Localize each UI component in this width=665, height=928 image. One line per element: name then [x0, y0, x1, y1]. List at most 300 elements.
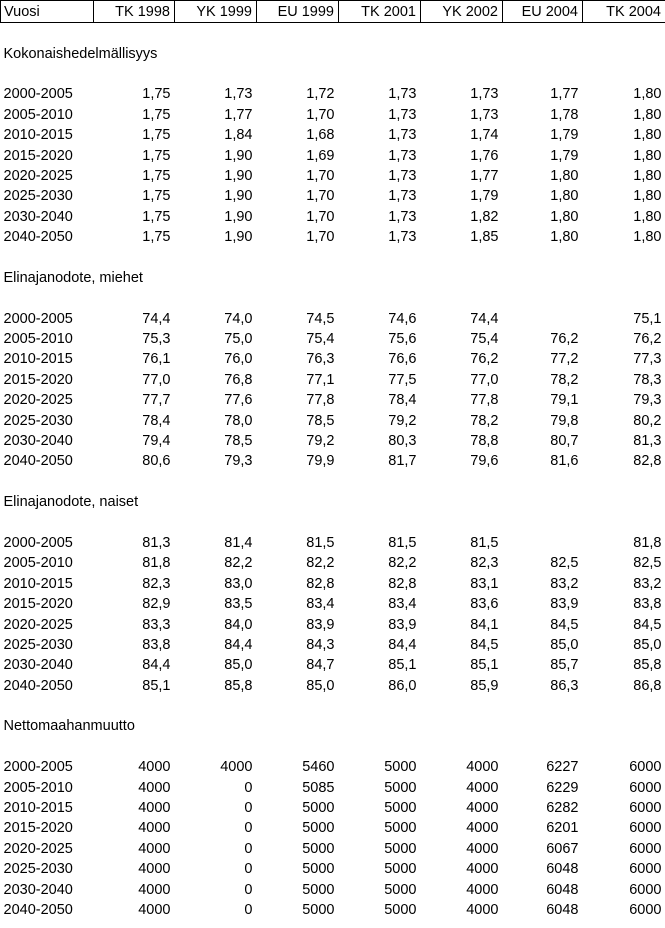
- cell-vuosi: 2030-2040: [3, 208, 73, 225]
- cell-eu-1999: 75,4: [306, 331, 335, 348]
- cell-tk-2001: 1,73: [388, 147, 417, 164]
- cell-yk-2002: 1,79: [470, 188, 499, 205]
- cell-tk-2001: 1,73: [388, 229, 417, 246]
- spacer-row: [1, 737, 665, 757]
- table-row: [1, 451, 665, 471]
- cell-eu-2004: 85,0: [550, 636, 579, 653]
- section-title-row: [1, 716, 665, 736]
- cell-yk-1999: 1,90: [224, 167, 253, 184]
- cell-vuosi: 2005-2010: [3, 779, 73, 796]
- cell-yk-1999: 85,0: [224, 657, 253, 674]
- cell-tk-2001: 1,73: [388, 188, 417, 205]
- cell-vuosi: 2000-2005: [3, 310, 73, 327]
- cell-tk-1998: 4000: [138, 901, 171, 918]
- cell-eu-2004: 6048: [546, 881, 579, 898]
- cell-eu-2004: 1,77: [550, 86, 579, 103]
- cell-eu-2004: 1,79: [550, 127, 579, 144]
- column-header-tk-2004: TK 2004: [583, 1, 665, 23]
- table-row: [1, 431, 665, 451]
- cell-eu-1999: 1,69: [306, 147, 335, 164]
- section-title-row: [1, 268, 665, 288]
- cell-yk-1999: 79,3: [224, 453, 253, 470]
- spacer-row: [1, 247, 665, 267]
- cell-eu-2004: 83,9: [550, 596, 579, 613]
- spacer-cell: [1, 288, 665, 308]
- cell-eu-2004: 6201: [546, 820, 579, 837]
- cell-tk-2004: 77,3: [633, 351, 662, 368]
- cell-eu-2004: 1,80: [550, 229, 579, 246]
- cell-eu-1999: 84,7: [306, 657, 335, 674]
- cell-vuosi: 2025-2030: [3, 861, 73, 878]
- cell-tk-1998: 82,9: [142, 596, 171, 613]
- cell-eu-1999: 1,70: [306, 106, 335, 123]
- column-header-tk-2001: TK 2001: [339, 1, 421, 23]
- cell-tk-1998: 81,3: [142, 534, 171, 551]
- cell-tk-2001: 74,6: [388, 310, 417, 327]
- table-row: [1, 553, 665, 573]
- cell-yk-2002: 78,8: [470, 433, 499, 449]
- cell-yk-1999: 1,84: [224, 127, 253, 144]
- spacer-cell: [1, 247, 665, 267]
- cell-yk-2002: 1,82: [470, 208, 499, 225]
- cell-eu-1999: 74,5: [306, 310, 335, 327]
- cell-eu-2004: 79,1: [550, 392, 579, 409]
- cell-tk-2004: 6000: [629, 840, 662, 857]
- cell-vuosi: 2015-2020: [3, 147, 73, 164]
- cell-tk-1998: 79,4: [142, 433, 171, 449]
- cell-vuosi: 2040-2050: [3, 229, 73, 246]
- table-row: [1, 227, 665, 247]
- cell-eu-2004: 76,2: [550, 331, 579, 348]
- cell-eu-1999: 1,70: [306, 229, 335, 246]
- cell-tk-2004: 85,8: [633, 657, 662, 674]
- cell-eu-2004: 6048: [546, 901, 579, 918]
- section-title: Nettomaahanmuutto: [3, 718, 135, 735]
- cell-yk-2002: 78,2: [470, 412, 499, 429]
- cell-yk-2002: 75,4: [470, 331, 499, 348]
- header-row: [1, 1, 665, 23]
- cell-yk-2002: 77,8: [470, 392, 499, 409]
- table-row: [1, 818, 665, 838]
- cell-eu-2004: 6282: [546, 800, 579, 817]
- cell-yk-2002: 1,77: [470, 167, 499, 184]
- cell-eu-2004: 1,80: [550, 167, 579, 184]
- cell-yk-2002: 84,1: [470, 616, 499, 633]
- cell-yk-1999: 1,90: [224, 208, 253, 225]
- cell-tk-2001: 79,2: [388, 412, 417, 429]
- cell-yk-1999: 84,0: [224, 616, 253, 633]
- cell-yk-2002: 82,3: [470, 555, 499, 572]
- spacer-row: [1, 696, 665, 716]
- cell-vuosi: 2040-2050: [3, 677, 73, 694]
- spacer-cell: [1, 512, 665, 532]
- cell-tk-2001: 5000: [384, 840, 417, 857]
- cell-tk-1998: 80,6: [142, 453, 171, 470]
- cell-yk-1999: 84,4: [224, 636, 253, 653]
- spacer-row: [1, 288, 665, 308]
- cell-yk-2002: 4000: [466, 901, 499, 918]
- cell-vuosi: 2025-2030: [3, 188, 73, 205]
- cell-vuosi: 2005-2010: [3, 331, 73, 348]
- cell-tk-2004: 80,2: [633, 412, 662, 429]
- cell-tk-2004: 86,8: [633, 677, 662, 694]
- cell-eu-1999: 5000: [302, 861, 335, 878]
- cell-yk-2002: 74,4: [470, 310, 499, 327]
- cell-tk-2001: 5000: [384, 901, 417, 918]
- cell-yk-1999: 0: [244, 881, 253, 898]
- spacer-cell: [1, 23, 665, 44]
- spacer-cell: [1, 472, 665, 492]
- cell-vuosi: 2020-2025: [3, 167, 73, 184]
- cell-tk-1998: 1,75: [142, 188, 171, 205]
- cell-tk-2001: 1,73: [388, 167, 417, 184]
- table-row: [1, 105, 665, 125]
- cell-tk-1998: 83,3: [142, 616, 171, 633]
- cell-tk-2001: 84,4: [388, 636, 417, 653]
- cell-eu-2004: 83,2: [550, 575, 579, 592]
- cell-tk-2001: 5000: [384, 881, 417, 898]
- cell-tk-2001: 86,0: [388, 677, 417, 694]
- cell-tk-2001: 5000: [384, 820, 417, 837]
- cell-yk-2002: 76,2: [470, 351, 499, 368]
- table-row: [1, 879, 665, 899]
- cell-tk-2001: 80,3: [388, 433, 417, 449]
- cell-tk-1998: 83,8: [142, 636, 171, 653]
- table-row: [1, 390, 665, 410]
- cell-eu-1999: 1,72: [306, 86, 335, 103]
- cell-tk-2004: 82,5: [633, 555, 662, 572]
- cell-eu-2004: 6067: [546, 840, 579, 857]
- cell-eu-1999: 5000: [302, 901, 335, 918]
- cell-tk-1998: 1,75: [142, 106, 171, 123]
- cell-eu-1999: 77,1: [306, 371, 335, 388]
- cell-tk-2004: 6000: [629, 800, 662, 817]
- column-header-eu-1999: EU 1999: [257, 1, 339, 23]
- spacer-cell: [1, 696, 665, 716]
- cell-yk-1999: 4000: [220, 759, 253, 776]
- cell-tk-1998: 4000: [138, 820, 171, 837]
- cell-yk-1999: 1,90: [224, 188, 253, 205]
- cell-vuosi: 2000-2005: [3, 534, 73, 551]
- table-row: [1, 859, 665, 879]
- cell-tk-2004: 6000: [629, 901, 662, 918]
- cell-tk-2004: 83,2: [633, 575, 662, 592]
- cell-eu-2004: 6048: [546, 861, 579, 878]
- cell-eu-1999: 76,3: [306, 351, 335, 368]
- cell-eu-1999: 83,4: [306, 596, 335, 613]
- cell-tk-2001: 1,73: [388, 86, 417, 103]
- cell-yk-2002: 77,0: [470, 371, 499, 388]
- cell-tk-2001: 81,7: [388, 453, 417, 470]
- cell-vuosi: 2030-2040: [3, 433, 73, 449]
- cell-vuosi: 2005-2010: [3, 555, 73, 572]
- table-row: [1, 125, 665, 145]
- cell-tk-1998: 78,4: [142, 412, 171, 429]
- cell-yk-2002: 4000: [466, 840, 499, 857]
- cell-eu-2004: [503, 308, 583, 328]
- cell-eu-1999: 1,70: [306, 208, 335, 225]
- cell-tk-1998: 4000: [138, 759, 171, 776]
- cell-yk-1999: 0: [244, 901, 253, 918]
- cell-eu-2004: 84,5: [550, 616, 579, 633]
- cell-yk-1999: 1,90: [224, 147, 253, 164]
- cell-tk-2004: 78,3: [633, 371, 662, 388]
- cell-tk-2004: 1,80: [633, 127, 662, 144]
- table-row: [1, 594, 665, 614]
- cell-tk-2004: 1,80: [633, 147, 662, 164]
- table-row: [1, 777, 665, 797]
- cell-eu-1999: 79,2: [306, 433, 335, 449]
- cell-yk-2002: 85,9: [470, 677, 499, 694]
- cell-tk-2001: 83,4: [388, 596, 417, 613]
- section-title: Kokonaishedelmällisyys: [3, 45, 158, 62]
- cell-tk-1998: 4000: [138, 881, 171, 898]
- table-row: [1, 166, 665, 186]
- cell-tk-2004: 1,80: [633, 167, 662, 184]
- cell-yk-2002: 1,76: [470, 147, 499, 164]
- spacer-row: [1, 23, 665, 44]
- cell-yk-1999: 0: [244, 840, 253, 857]
- cell-eu-1999: 1,68: [306, 127, 335, 144]
- cell-tk-2004: 1,80: [633, 229, 662, 246]
- table-row: [1, 574, 665, 594]
- cell-tk-1998: 1,75: [142, 86, 171, 103]
- cell-vuosi: 2025-2030: [3, 412, 73, 429]
- cell-yk-1999: 76,8: [224, 371, 253, 388]
- cell-eu-2004: 77,2: [550, 351, 579, 368]
- cell-yk-1999: 76,0: [224, 351, 253, 368]
- cell-tk-1998: 4000: [138, 800, 171, 817]
- table-row: [1, 84, 665, 104]
- cell-eu-1999: 82,8: [306, 575, 335, 592]
- cell-yk-1999: 1,90: [224, 229, 253, 246]
- cell-tk-2001: 81,5: [388, 534, 417, 551]
- section-title: Elinajanodote, naiset: [3, 494, 139, 511]
- cell-eu-1999: 1,70: [306, 167, 335, 184]
- table-row: [1, 349, 665, 369]
- cell-vuosi: 2010-2015: [3, 127, 73, 144]
- cell-tk-2001: 82,2: [388, 555, 417, 572]
- cell-tk-2001: 5000: [384, 759, 417, 776]
- cell-tk-1998: 82,3: [142, 575, 171, 592]
- cell-vuosi: 2010-2015: [3, 575, 73, 592]
- cell-yk-2002: 1,73: [470, 106, 499, 123]
- cell-yk-1999: 0: [244, 800, 253, 817]
- cell-eu-1999: 81,5: [306, 534, 335, 551]
- cell-tk-2001: 5000: [384, 779, 417, 796]
- cell-yk-1999: 0: [244, 820, 253, 837]
- cell-yk-1999: 82,2: [224, 555, 253, 572]
- cell-tk-2001: 5000: [384, 861, 417, 878]
- cell-tk-2001: 85,1: [388, 657, 417, 674]
- cell-eu-2004: 86,3: [550, 677, 579, 694]
- cell-eu-1999: 5000: [302, 840, 335, 857]
- cell-tk-2004: 6000: [629, 861, 662, 878]
- cell-yk-2002: 81,5: [470, 534, 499, 551]
- cell-tk-1998: 76,1: [142, 351, 171, 368]
- table-row: [1, 370, 665, 390]
- cell-vuosi: 2000-2005: [3, 86, 73, 103]
- cell-yk-1999: 74,0: [224, 310, 253, 327]
- cell-tk-1998: 77,0: [142, 371, 171, 388]
- cell-eu-1999: 85,0: [306, 677, 335, 694]
- cell-yk-2002: 1,85: [470, 229, 499, 246]
- cell-eu-2004: 6229: [546, 779, 579, 796]
- cell-yk-2002: 4000: [466, 800, 499, 817]
- cell-tk-2001: 1,73: [388, 208, 417, 225]
- spacer-row: [1, 512, 665, 532]
- cell-eu-2004: 6227: [546, 759, 579, 776]
- cell-tk-1998: 81,8: [142, 555, 171, 572]
- cell-yk-1999: 0: [244, 779, 253, 796]
- cell-tk-1998: 75,3: [142, 331, 171, 348]
- cell-eu-2004: 82,5: [550, 555, 579, 572]
- cell-yk-2002: 4000: [466, 779, 499, 796]
- cell-tk-2004: 6000: [629, 820, 662, 837]
- cell-tk-2004: 6000: [629, 881, 662, 898]
- column-header-yk-1999: YK 1999: [175, 1, 257, 23]
- table-row: [1, 145, 665, 165]
- cell-yk-2002: 1,74: [470, 127, 499, 144]
- cell-tk-2001: 1,73: [388, 106, 417, 123]
- cell-vuosi: 2020-2025: [3, 840, 73, 857]
- table-row: [1, 186, 665, 206]
- cell-tk-2001: 76,6: [388, 351, 417, 368]
- cell-tk-1998: 1,75: [142, 229, 171, 246]
- cell-eu-1999: 77,8: [306, 392, 335, 409]
- cell-vuosi: 2010-2015: [3, 351, 73, 368]
- table-row: [1, 839, 665, 859]
- cell-vuosi: 2040-2050: [3, 453, 73, 470]
- spacer-row: [1, 64, 665, 84]
- cell-yk-2002: 4000: [466, 820, 499, 837]
- cell-tk-2004: 85,0: [633, 636, 662, 653]
- section-title-row: [1, 43, 665, 63]
- cell-tk-2004: 1,80: [633, 86, 662, 103]
- table-row: [1, 655, 665, 675]
- table-row: [1, 798, 665, 818]
- cell-yk-1999: 78,0: [224, 412, 253, 429]
- cell-vuosi: 2000-2005: [3, 759, 73, 776]
- cell-eu-1999: 82,2: [306, 555, 335, 572]
- cell-tk-2001: 5000: [384, 800, 417, 817]
- cell-tk-1998: 77,7: [142, 392, 171, 409]
- cell-yk-2002: 79,6: [470, 453, 499, 470]
- cell-tk-1998: 1,75: [142, 208, 171, 225]
- cell-tk-2004: 1,80: [633, 208, 662, 225]
- cell-eu-1999: 84,3: [306, 636, 335, 653]
- cell-vuosi: 2040-2050: [3, 901, 73, 918]
- cell-eu-2004: 81,6: [550, 453, 579, 470]
- cell-eu-1999: 5000: [302, 820, 335, 837]
- cell-tk-1998: 4000: [138, 779, 171, 796]
- cell-yk-1999: 1,73: [224, 86, 253, 103]
- cell-tk-2001: 82,8: [388, 575, 417, 592]
- cell-eu-1999: 83,9: [306, 616, 335, 633]
- cell-tk-2004: 1,80: [633, 106, 662, 123]
- cell-yk-1999: 75,0: [224, 331, 253, 348]
- table-row: [1, 757, 665, 777]
- cell-tk-2001: 75,6: [388, 331, 417, 348]
- table-row: [1, 635, 665, 655]
- cell-yk-2002: 1,73: [470, 86, 499, 103]
- cell-eu-1999: 5000: [302, 881, 335, 898]
- cell-tk-2004: 6000: [629, 779, 662, 796]
- spacer-cell: [1, 64, 665, 84]
- cell-tk-1998: 4000: [138, 840, 171, 857]
- column-header-eu-2004: EU 2004: [503, 1, 583, 23]
- cell-tk-1998: 4000: [138, 861, 171, 878]
- cell-eu-2004: 78,2: [550, 371, 579, 388]
- cell-yk-2002: 83,6: [470, 596, 499, 613]
- cell-yk-2002: 4000: [466, 759, 499, 776]
- section-title: Elinajanodote, miehet: [3, 269, 143, 286]
- column-header-tk-1998: TK 1998: [94, 1, 175, 23]
- cell-yk-2002: 83,1: [470, 575, 499, 592]
- spacer-row: [1, 472, 665, 492]
- cell-tk-1998: 1,75: [142, 167, 171, 184]
- cell-eu-1999: 5085: [302, 779, 335, 796]
- cell-eu-2004: 1,80: [550, 208, 579, 225]
- cell-tk-2004: 6000: [629, 759, 662, 776]
- cell-tk-1998: 1,75: [142, 127, 171, 144]
- cell-yk-2002: 4000: [466, 881, 499, 898]
- table-row: [1, 410, 665, 430]
- table-row: [1, 207, 665, 227]
- cell-yk-1999: 77,6: [224, 392, 253, 409]
- cell-tk-2004: 82,8: [633, 453, 662, 470]
- cell-eu-2004: 80,7: [550, 433, 579, 449]
- table-row: [1, 308, 665, 328]
- cell-eu-1999: 78,5: [306, 412, 335, 429]
- cell-tk-1998: 74,4: [142, 310, 171, 327]
- column-header-yk-2002: YK 2002: [421, 1, 503, 23]
- cell-yk-1999: 83,5: [224, 596, 253, 613]
- table-row: [1, 900, 665, 920]
- cell-eu-2004: 1,79: [550, 147, 579, 164]
- cell-vuosi: 2015-2020: [3, 371, 73, 388]
- cell-eu-2004: 79,8: [550, 412, 579, 429]
- cell-yk-2002: 4000: [466, 861, 499, 878]
- cell-eu-1999: 79,9: [306, 453, 335, 470]
- cell-eu-1999: 5000: [302, 800, 335, 817]
- cell-tk-2004: 1,80: [633, 188, 662, 205]
- cell-eu-2004: 1,80: [550, 188, 579, 205]
- column-header-vuosi: Vuosi: [1, 1, 94, 23]
- cell-eu-2004: [503, 533, 583, 553]
- table-row: [1, 676, 665, 696]
- cell-tk-2004: 83,8: [633, 596, 662, 613]
- cell-eu-1999: 5460: [302, 759, 335, 776]
- cell-vuosi: 2005-2010: [3, 106, 73, 123]
- cell-yk-1999: 81,4: [224, 534, 253, 551]
- cell-tk-2004: 84,5: [633, 616, 662, 633]
- cell-eu-2004: 85,7: [550, 657, 579, 674]
- cell-tk-2004: 81,8: [633, 534, 662, 551]
- cell-tk-2004: 79,3: [633, 392, 662, 409]
- cell-yk-1999: 83,0: [224, 575, 253, 592]
- cell-tk-2001: 77,5: [388, 371, 417, 388]
- cell-vuosi: 2010-2015: [3, 800, 73, 817]
- section-title-row: [1, 492, 665, 512]
- cell-eu-1999: 1,70: [306, 188, 335, 205]
- cell-eu-2004: 1,78: [550, 106, 579, 123]
- cell-yk-1999: 1,77: [224, 106, 253, 123]
- spacer-cell: [1, 737, 665, 757]
- cell-tk-1998: 85,1: [142, 677, 171, 694]
- cell-tk-2004: 75,1: [633, 310, 662, 327]
- cell-yk-1999: 78,5: [224, 433, 253, 449]
